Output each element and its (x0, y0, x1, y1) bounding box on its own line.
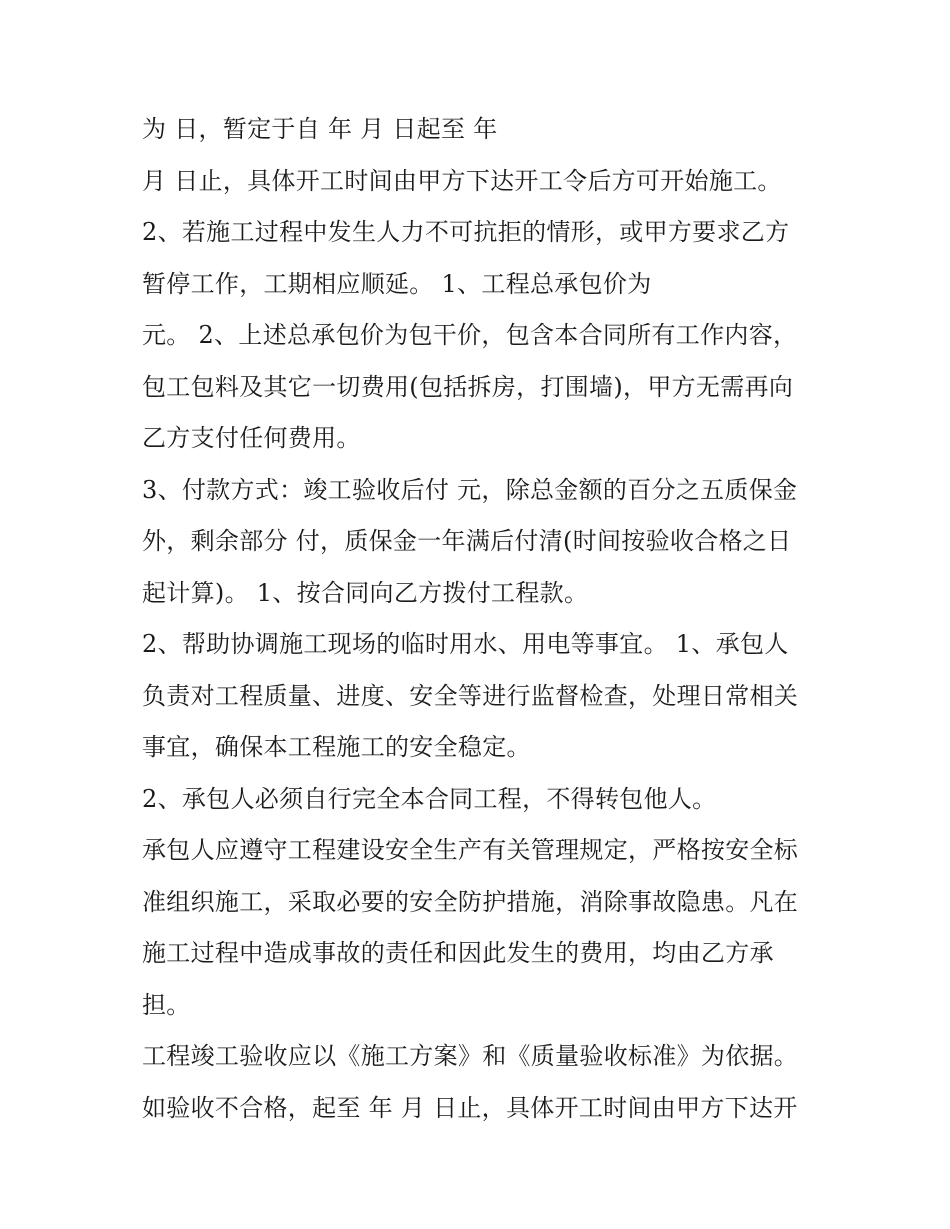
text-line: 担。 (142, 990, 191, 1019)
text-line: 包工包料及其它一切费用(包括拆房，打围墙)，甲方无需再向 (142, 372, 794, 401)
text-line: 月 日止，具体开工时间由甲方下达开工令后方可开始施工。 (142, 166, 782, 195)
text-line: 负责对工程质量、进度、安全等进行监督检查，处理日常相关 (142, 681, 799, 710)
text-line: 2、承包人必须自行完全本合同工程，不得转包他人。 (142, 784, 717, 813)
text-line: 3、付款方式：竣工验收后付 元，除总金额的百分之五质保金 (142, 475, 798, 504)
text-line: 2、若施工过程中发生人力不可抗拒的情形，或甲方要求乙方 (142, 218, 790, 246)
text-line: 为 日，暂定于自 年 月 日起至 年 (142, 115, 498, 143)
contract-text-body (142, 104, 832, 1134)
text-line: 事宜，确保本工程施工的安全稳定。 (142, 733, 531, 761)
text-line: 外，剩余部分 付，质保金一年满后付清(时间按验收合格之日 (142, 527, 792, 555)
text-line: 元。 2、上述总承包价为包干价，包含本合同所有工作内容， (142, 321, 798, 349)
text-line: 2、帮助协调施工现场的临时用水、用电等事宜。 1、承包人 (142, 630, 789, 658)
text-line: 起计算)。 1、按合同向乙方拨付工程款。 (142, 578, 589, 607)
text-line: 乙方支付任何费用。 (142, 424, 361, 452)
text-line: 承包人应遵守工程建设安全生产有关管理规定，严格按安全标 (142, 836, 799, 864)
text-line: 准组织施工，采取必要的安全防护措施，消除事故隐患。凡在 (142, 887, 799, 916)
text-line: 如验收不合格，起至 年 月 日止，具体开工时间由甲方下达开 (142, 1093, 798, 1122)
text-line: 施工过程中造成事故的责任和因此发生的费用，均由乙方承 (142, 939, 774, 967)
text-line: 工程竣工验收应以《施工方案》和《质量验收标准》为依据。 (142, 1042, 799, 1070)
text-line: 暂停工作，工期相应顺延。 1、工程总承包价为 (142, 269, 652, 298)
